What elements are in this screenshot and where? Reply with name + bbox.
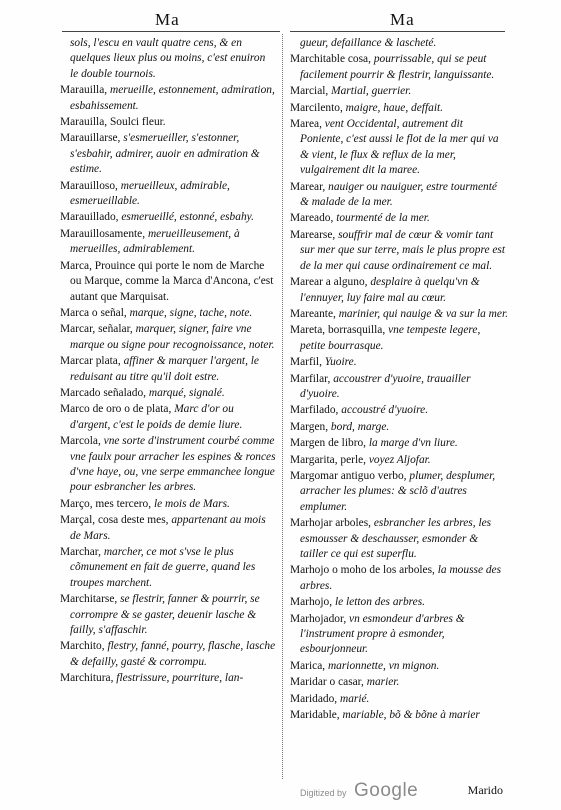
entry-definition: tourmenté de la mer.: [336, 212, 430, 225]
dictionary-entry: [290, 307, 508, 322]
entry-definition: vn esmondeur d'arbres & l'instrument propre à esmonder, esbourjonneur.: [300, 612, 465, 656]
entry-definition: Yuoire.: [324, 356, 357, 369]
entry-headword: Marhojo o moho de los arboles,: [290, 564, 438, 577]
entry-headword: Mareante,: [290, 307, 339, 320]
entry-headword: Mareta, borrasquilla,: [290, 324, 389, 337]
dictionary-entry: [290, 84, 508, 99]
dictionary-entry: [290, 323, 508, 354]
dictionary-entry: [290, 708, 508, 723]
dictionary-entry: [290, 228, 508, 274]
entry-headword: Maridable,: [290, 709, 343, 722]
dictionary-entry: [290, 612, 508, 658]
dictionary-entry: [60, 306, 276, 321]
entry-headword: Margomar antiguo verbo,: [290, 469, 410, 482]
entry-definition: vne sorte d'instrument courbé comme vne faulx pour arracher les espines & ronces d'vne haye, ou, vne serpe emmanchee longue pour esbrancher les arbres.: [70, 435, 276, 494]
entry-definition: voyez Aljofar.: [368, 453, 431, 466]
right-column: [290, 36, 508, 724]
dictionary-entry: [290, 36, 508, 51]
dictionary-entry: [290, 101, 508, 116]
entry-headword: Marcilento,: [290, 101, 346, 114]
left-header-rule: [62, 31, 280, 32]
entry-headword: Marcar plata,: [60, 355, 124, 368]
entry-definition: appartenant au mois de Mars.: [70, 514, 266, 542]
dictionary-entry: [60, 497, 276, 512]
dictionary-entry: [290, 436, 508, 451]
entry-headword: Marauillado,: [60, 211, 122, 224]
entry-headword: Marea,: [290, 118, 325, 131]
google-logo: Google: [353, 780, 419, 801]
entry-headword: Margen,: [290, 420, 331, 433]
dictionary-entry: [60, 434, 276, 496]
entry-definition: merueille, estonnement, admiration, esbahissement.: [70, 84, 275, 112]
entry-definition: marquer, signer, faire vne marque ou signe pour recognoissance, noter.: [70, 323, 275, 351]
entry-definition: se flestrir, fanner & pourrir, se corrompre & se gaster, deuenir lasche & failly, s'affaschir.: [70, 593, 260, 637]
dictionary-entry: [60, 354, 276, 385]
entry-definition: Martial, guerrier.: [331, 85, 412, 98]
dictionary-entry: [60, 322, 276, 353]
entry-definition: marcher, ce mot s'vse le plus cõmunement en fait de guerre, quand les troupes marchent.: [70, 546, 256, 589]
entry-definition: pourrissable, qui se peut facilement pourrir & flestrir, languissante.: [300, 53, 495, 81]
entry-headword: Marcado señalado,: [60, 386, 149, 399]
dictionary-entry: [60, 36, 276, 82]
dictionary-entry: [290, 211, 508, 226]
dictionary-entry: [290, 275, 508, 306]
entry-headword: Marcar, señalar,: [60, 323, 136, 336]
dictionary-entry: [290, 372, 508, 403]
entry-definition: accoustré d'yuoire.: [341, 404, 429, 417]
entry-definition: le mois de Mars.: [153, 497, 230, 510]
entry-headword: Marear a alguno,: [290, 276, 371, 289]
entry-definition: flestrissure, pourriture, lan-: [116, 672, 244, 685]
dictionary-entry: [290, 180, 508, 211]
entry-definition: flestry, fanné, pourry, flasche, lasche & defailly, gasté & corrompu.: [70, 640, 276, 668]
dictionary-entry: [290, 117, 508, 179]
entry-headword: Marҫo, mes tercero,: [60, 497, 154, 510]
entry-definition: nauiger ou nauiguer, estre tourmenté & malade de la mer.: [300, 180, 497, 209]
entry-definition: mariable, bõ & bõne à marier: [342, 709, 480, 722]
watermark-prefix: Digitized by: [300, 788, 347, 798]
entry-headword: Marfil,: [290, 356, 325, 369]
entry-definition: marié.: [339, 692, 370, 705]
dictionary-entry: [60, 402, 276, 433]
entry-definition: vne tempeste legere, petite bourrasque.: [300, 324, 481, 352]
entry-headword: Marhojo,: [290, 596, 335, 609]
dictionary-entry: [290, 516, 508, 562]
entry-headword: Marchito,: [60, 640, 108, 653]
google-watermark: [300, 780, 418, 802]
dictionary-entry: [60, 210, 276, 225]
catchword: Marido: [467, 783, 503, 797]
entry-headword: Margen de libro,: [290, 437, 369, 450]
dictionary-entry: [60, 227, 276, 258]
entry-headword: Marauilla,: [60, 84, 110, 97]
entry-definition: maigre, haue, deffait.: [345, 101, 444, 114]
right-header-rule: [290, 31, 505, 32]
entry-headword: Marchitura,: [60, 672, 117, 685]
entry-definition: merueilleux, admirable, esmerueillable.: [70, 179, 230, 208]
dictionary-entry: [60, 671, 276, 686]
entry-definition: la mousse des arbres.: [300, 564, 502, 592]
dictionary-entry: [60, 259, 276, 305]
entry-headword: Marchitable cosa,: [290, 53, 374, 66]
entry-headword: Marauillarse,: [60, 132, 124, 145]
entry-headword: Marauilloso,: [60, 179, 121, 192]
entry-definition: Marc d'or ou d'argent, c'est le poids de demie liure.: [70, 403, 243, 431]
right-running-header: Ma: [390, 10, 415, 29]
entry-headword: Marcial,: [290, 85, 332, 98]
entry-headword: Marhojar arboles,: [290, 517, 374, 530]
entry-headword: Marauillosamente,: [60, 227, 148, 240]
dictionary-entry: [290, 453, 508, 468]
left-column: [60, 36, 276, 688]
dictionary-entry: [290, 469, 508, 515]
entry-headword: Marauilla, Soulci fleur.: [60, 116, 166, 129]
entry-definition: esbrancher les arbres, les esmousser & deschausser, esmonder & tailler ce qui est superflu.: [300, 517, 492, 560]
entry-headword: Marca o señal,: [60, 306, 130, 319]
entry-headword: Marҫal, cosa deste mes,: [60, 514, 172, 527]
entry-definition: gueur, defaillance & lascheté.: [300, 37, 437, 49]
entry-headword: Marchar,: [60, 546, 104, 558]
entry-definition: le letton des arbres.: [334, 596, 425, 609]
entry-definition: accoustrer d'yuoire, trauailler d'yuoire.: [300, 372, 471, 400]
entry-definition: sols, l'escu en vault quatre cens, & en quelques lieux plus ou moins, c'est enuiron le double tournois.: [70, 37, 266, 80]
dictionary-entry: [290, 675, 508, 690]
entry-definition: marinier, qui nauige & va sur la mer.: [338, 307, 508, 320]
dictionary-entry: [290, 692, 508, 707]
entry-definition: bord, marge.: [330, 420, 390, 433]
entry-headword: Marchitarse,: [60, 593, 121, 606]
entry-headword: Marearse,: [290, 228, 339, 241]
dictionary-entry: [290, 403, 508, 418]
entry-definition: souffrir mal de cœur & vomir tant sur mer que sur terre, mais le plus propre est de la mer qui cause ordinairement ce mal.: [300, 228, 506, 272]
dictionary-entry: [290, 659, 508, 674]
dictionary-entry: [60, 639, 276, 670]
dictionary-entry: [290, 595, 508, 610]
entry-headword: Maridar o casar,: [290, 676, 367, 689]
entry-headword: Marca, Prouince qui porte le nom de Marche ou Marque, comme la Marca d'Ancona, c'est autant que Marquisat.: [60, 259, 274, 303]
left-running-header: Ma: [155, 10, 180, 29]
entry-definition: vent Occidental, autrement dit Poniente, c'est aussi le flot de la mer qui va & vient, le flux & reflux de la mer, vulgairement dit la maree.: [300, 118, 499, 177]
entry-definition: marqué, signalé.: [148, 386, 225, 399]
entry-definition: affiner & marquer l'argent, le reduisant au titre qu'il doit estre.: [70, 355, 259, 383]
dictionary-entry: [60, 131, 276, 177]
entry-headword: Marica,: [290, 659, 328, 672]
dictionary-entry: [60, 115, 276, 130]
dictionary-entry: [60, 179, 276, 210]
entry-definition: esmerueillé, estonné, esbahy.: [121, 211, 254, 224]
entry-definition: plumer, desplumer, arracher les plumes: & sclõ d'autres emplumer.: [300, 469, 496, 513]
entry-definition: merueilleusement, à merueilles, admirablement.: [70, 227, 240, 256]
dictionary-entry: [60, 386, 276, 401]
entry-definition: la marge d'vn liure.: [368, 437, 458, 450]
entry-headword: Margarita, perle,: [290, 453, 369, 466]
dictionary-entry: [60, 545, 276, 591]
dictionary-entry: [290, 355, 508, 370]
entry-definition: desplaire à quelqu'vn & l'ennuyer, luy faire mal au cœur.: [300, 276, 480, 304]
entry-definition: marque, signe, tache, note.: [129, 306, 253, 319]
entry-headword: Marear,: [290, 180, 329, 193]
entry-headword: Maridado,: [290, 692, 340, 705]
dictionary-entry: [60, 592, 276, 638]
entry-definition: marionnette, vn mignon.: [327, 659, 440, 672]
dictionary-entry: [290, 563, 508, 594]
column-separator: [282, 34, 283, 779]
dictionary-entry: [290, 52, 508, 83]
entry-headword: Marhojador,: [290, 612, 350, 625]
dictionary-entry: [290, 420, 508, 435]
dictionary-entry: [60, 83, 276, 114]
entry-headword: Marfilado,: [290, 404, 342, 417]
dictionary-entry: [60, 513, 276, 544]
entry-headword: Marfilar,: [290, 372, 334, 385]
entry-headword: Marco de oro o de plata,: [60, 403, 175, 416]
entry-headword: Mareado,: [290, 212, 337, 225]
entry-headword: Marcola,: [60, 435, 104, 448]
entry-definition: s'esmerueiller, s'estonner, s'esbahir, admirer, auoir en admiration & estime.: [70, 132, 260, 176]
entry-definition: marier.: [366, 676, 400, 689]
